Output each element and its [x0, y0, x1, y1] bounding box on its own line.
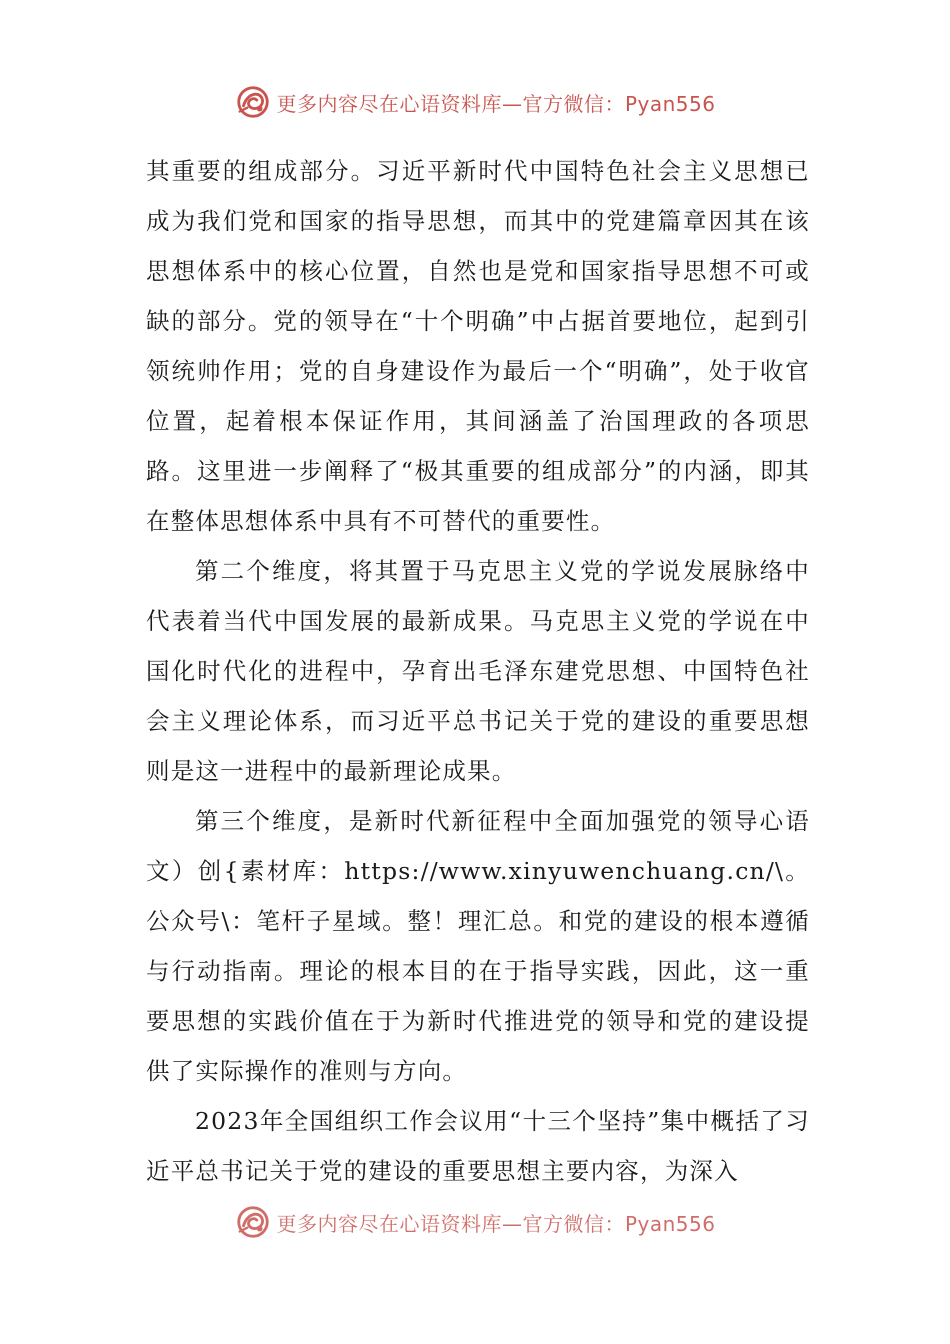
paragraph-3: 第三个维度，是新时代新征程中全面加强党的领导心语文）创{素材库：https://www.xinyuwenchuang.cn/\。公众号\：笔杆子星域。整！理汇总。和党的建设的根本遵循与行动指南。理论的根本目的在于指导实践，因此，这一重要思想的实践价值在于为新时代推进党的领导和党的建设提供了实际操作的准则与方向。: [146, 807, 810, 1085]
paragraph-2: 第二个维度，将其置于马克思主义党的学说发展脉络中代表着当代中国发展的最新成果。马克思主义党的学说在中国化时代化的进程中，孕育出毛泽东建党思想、中国特色社会主义理论体系，而习近平总书记关于党的建设的重要思想则是这一进程中的最新理论成果。: [146, 557, 810, 785]
footer-banner-text: 更多内容尽在心语资料库—官方微信：Pyan556: [276, 1211, 716, 1236]
red-swirl-seal-logo-icon: [234, 1203, 272, 1241]
header-banner: [0, 82, 950, 122]
footer-banner: [0, 1202, 950, 1242]
red-swirl-seal-logo-icon: [234, 83, 272, 121]
paragraph-1: 其重要的组成部分。习近平新时代中国特色社会主义思想已成为我们党和国家的指导思想，而其中的党建篇章因其在该思想体系中的核心位置，自然也是党和国家指导思想不可或缺的部分。党的领导在“十个明确”中占据首要地位，起到引领统帅作用；党的自身建设作为最后一个“明确”，处于收官位置，起着根本保证作用，其间涵盖了治国理政的各项思路。这里进一步阐释了“极其重要的组成部分”的内涵，即其在整体思想体系中具有不可替代的重要性。: [146, 157, 810, 535]
document-body: [146, 146, 810, 1196]
header-banner-text: 更多内容尽在心语资料库—官方微信：Pyan556: [276, 91, 716, 116]
paragraph-4: 2023年全国组织工作会议用“十三个坚持”集中概括了习近平总书记关于党的建设的重要思想主要内容，为深入: [146, 1107, 810, 1185]
